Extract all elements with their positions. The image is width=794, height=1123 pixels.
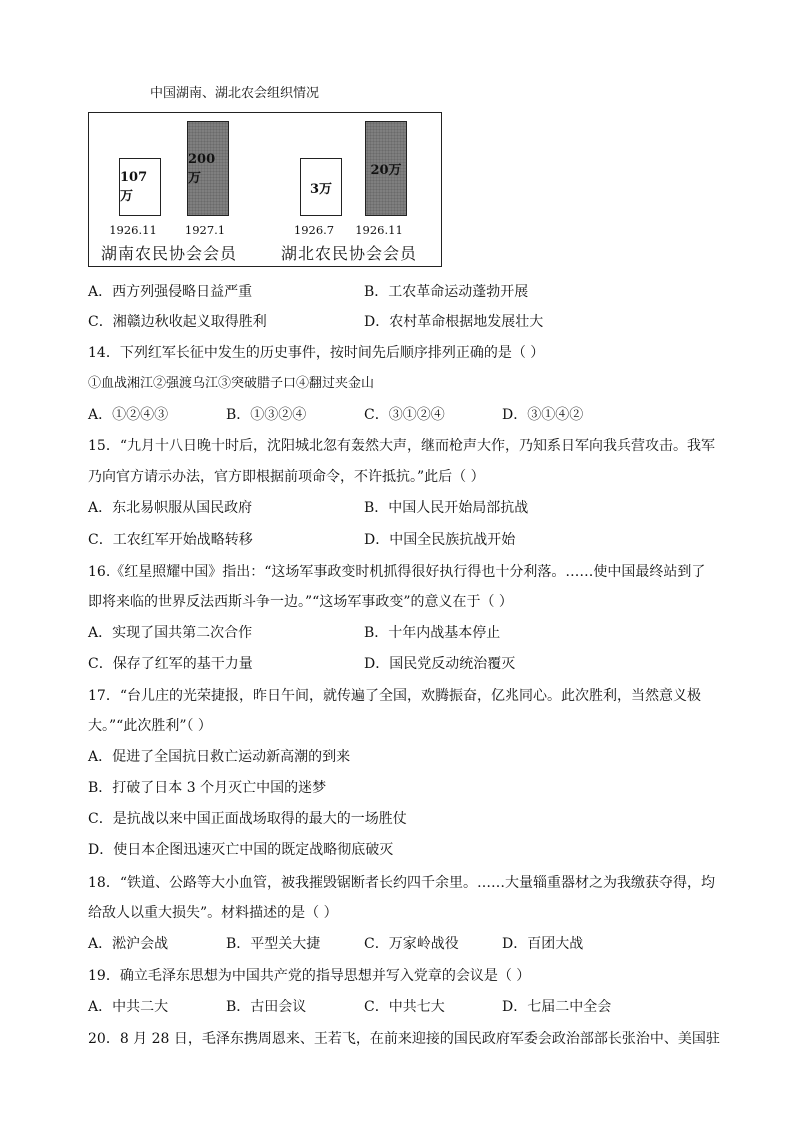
q15-option-a: A．东北易帜服从国民政府 [88, 500, 253, 516]
bar-hubei-1926-11 [365, 121, 407, 216]
q15-stem-line2: 乃向官方请示办法，官方即根据前项命令，不许抵抗。”此后（ ） [88, 469, 485, 485]
figure-title: 中国湖南、湖北农会组织情况 [150, 86, 320, 101]
group-label-hunan: 湖南农民协会会员 [101, 244, 238, 263]
data-label: 107万 [120, 170, 148, 204]
q18-stem-line2: 给敌人以重大损失”。材料描述的是（ ） [88, 905, 338, 921]
q19-stem: 19．确立毛泽东思想为中国共产党的指导思想并写入党章的会议是（ ） [88, 968, 531, 984]
data-label: 3万 [309, 181, 333, 197]
q19-option-d: D．七届二中全会 [502, 999, 612, 1015]
q13-option-d: D．农村革命根据地发展壮大 [364, 314, 544, 330]
q19-option-c: C．中共七大 [364, 999, 445, 1015]
q18-option-d: D．百团大战 [502, 936, 584, 952]
q16-option-d: D．国民党反动统治覆灭 [364, 656, 516, 672]
q15-option-b: B．中国人民开始局部抗战 [364, 500, 529, 516]
q14-stem: 14．下列红军长征中发生的历史事件，按时间先后顺序排列正确的是（ ） [88, 345, 545, 361]
q17-stem-line2: 大。”“此次胜利”（ ） [88, 718, 212, 734]
bar-hunan-1926-11 [119, 158, 161, 216]
x-tick-label: 1926.11 [355, 223, 403, 237]
bar-chart [88, 112, 442, 267]
q16-stem-line1: 16.《红星照耀中国》指出：“这场军事政变时机抓得很好执行得也十分利落。……使中国最终站到了 [88, 564, 706, 580]
q16-option-c: C．保存了红军的基干力量 [88, 656, 253, 672]
q17-option-d: D．使日本企图迅速灭亡中国的既定战略彻底破灭 [88, 842, 394, 858]
x-tick-label: 1926.11 [109, 223, 157, 237]
q17-option-c: C．是抗战以来中国正面战场取得的最大的一场胜仗 [88, 811, 407, 827]
q18-option-b: B．平型关大捷 [226, 936, 321, 952]
group-label-hubei: 湖北农民协会会员 [281, 244, 418, 263]
q18-option-c: C．万家岭战役 [364, 936, 459, 952]
q17-option-b: B．打破了日本 3 个月灭亡中国的迷梦 [88, 780, 327, 796]
q15-stem-line1: 15．“九月十八日晚十时后，沈阳城北忽有轰然大声，继而枪声大作，乃知系日军向我兵营攻击。我军 [88, 438, 715, 454]
q18-stem-line1: 18．“铁道、公路等大小血管，被我摧毁锯断者长约四千余里。……大量辎重器材之为我缴获夺得，均 [88, 875, 715, 891]
q13-option-b: B．工农革命运动蓬勃开展 [364, 284, 529, 300]
q14-option-d: D．③①④② [502, 407, 584, 423]
q14-option-c: C．③①②④ [364, 407, 445, 423]
q13-option-c: C．湘赣边秋收起义取得胜利 [88, 314, 267, 330]
bar-hunan-1927-1 [187, 121, 229, 216]
data-label: 200万 [188, 151, 216, 186]
q15-option-d: D．中国全民族抗战开始 [364, 532, 516, 548]
q16-stem-line2: 即将来临的世界反法西斯斗争一边。”“这场军事政变”的意义在于（ ） [88, 594, 513, 610]
q15-option-c: C．工农红军开始战略转移 [88, 532, 253, 548]
q19-option-a: A．中共二大 [88, 999, 169, 1015]
x-tick-label: 1926.7 [293, 223, 335, 237]
bar-hubei-1926-7 [300, 158, 342, 216]
q18-option-a: A．淞沪会战 [88, 936, 169, 952]
x-tick-label: 1927.1 [184, 223, 226, 237]
q19-option-b: B．古田会议 [226, 999, 307, 1015]
q16-option-a: A．实现了国共第二次合作 [88, 625, 253, 641]
q13-option-a: A．西方列强侵略日益严重 [88, 284, 253, 300]
q16-option-b: B．十年内战基本停止 [364, 625, 501, 641]
q14-option-b: B．①③②④ [226, 407, 307, 423]
q17-option-a: A．促进了全国抗日救亡运动新高潮的到来 [88, 749, 351, 765]
data-label: 20万 [370, 163, 402, 178]
q14-items: ①血战湘江②强渡乌江③突破腊子口④翻过夹金山 [88, 376, 375, 391]
q20-stem: 20．8 月 28 日，毛泽东携周恩来、王若飞，在前来迎接的国民政府军委会政治部部长张治中、美国驻 [88, 1031, 720, 1047]
q17-stem-line1: 17．“台儿庄的光荣捷报，昨日午间，就传遍了全国，欢腾振奋，亿兆同心。此次胜利，当然意义极 [88, 688, 701, 704]
q14-option-a: A．①②④③ [88, 407, 169, 423]
